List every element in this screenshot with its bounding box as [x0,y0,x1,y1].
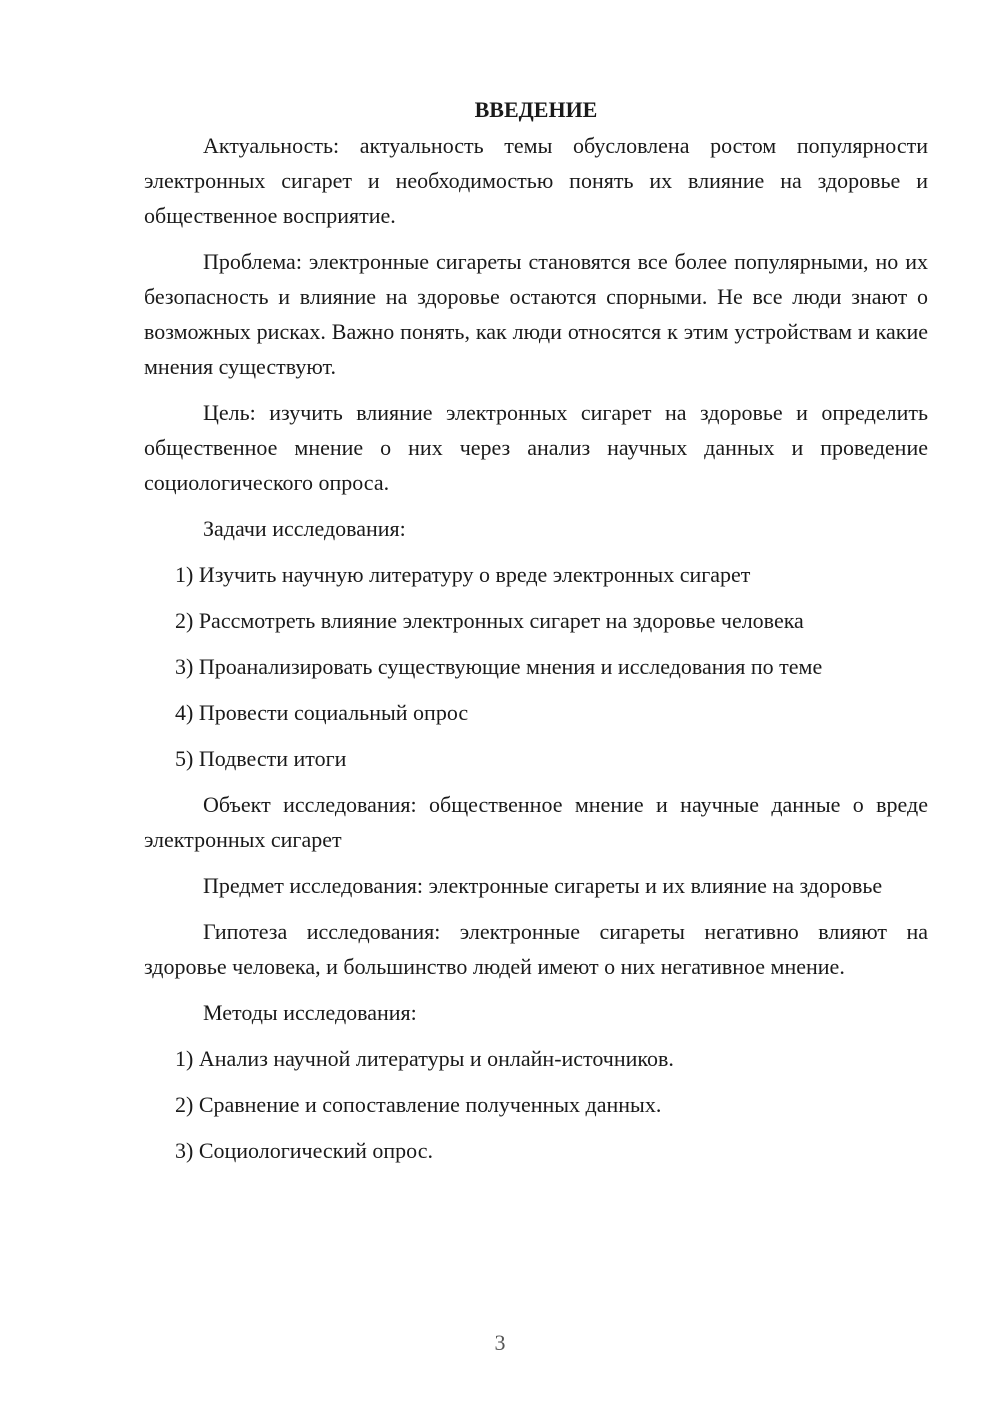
paragraph-problem: Проблема: электронные сигареты становятся все более популярными, но их безопасность и влияние на здоровье остаются спорными. Не все люди знают о возможных рисках. Важно понять, как люди относятся к этим устройствам и какие мнения существуют. [144,249,928,379]
paragraph-subject: Предмет исследования: электронные сигареты и их влияние на здоровье [203,873,883,898]
paragraph-object: Объект исследования: общественное мнение и научные данные о вреде электронных сигарет [144,792,928,852]
list-item: 2) Рассмотреть влияние электронных сигарет на здоровье человека [175,608,804,633]
document-page [144,92,928,1179]
tasks-heading: Задачи исследования: [203,516,406,541]
paragraph-relevance: Актуальность: актуальность темы обусловлена ростом популярности электронных сигарет и необходимостью понять их влияние на здоровье и общественное восприятие. [144,133,928,228]
list-item: 3) Социологический опрос. [175,1138,433,1163]
list-item: 4) Провести социальный опрос [175,700,469,725]
list-item: 5) Подвести итоги [175,746,347,771]
list-item: 1) Изучить научную литературу о вреде электронных сигарет [175,562,751,587]
paragraph-hypothesis: Гипотеза исследования: электронные сигареты негативно влияют на здоровье человека, и большинство людей имеют о них негативное мнение. [144,919,928,979]
tasks-list [144,557,928,776]
methods-heading: Методы исследования: [203,1000,417,1025]
list-item: 2) Сравнение и сопоставление полученных данных. [175,1092,662,1117]
methods-list [144,1041,928,1168]
list-item: 1) Анализ научной литературы и онлайн-источников. [175,1046,674,1071]
page-number: 3 [494,1330,506,1355]
section-title: ВВЕДЕНИЕ [474,97,598,122]
paragraph-goal: Цель: изучить влияние электронных сигарет на здоровье и определить общественное мнение о них через анализ научных данных и проведение социологического опроса. [144,400,928,495]
list-item: 3) Проанализировать существующие мнения и исследования по теме [175,654,823,679]
